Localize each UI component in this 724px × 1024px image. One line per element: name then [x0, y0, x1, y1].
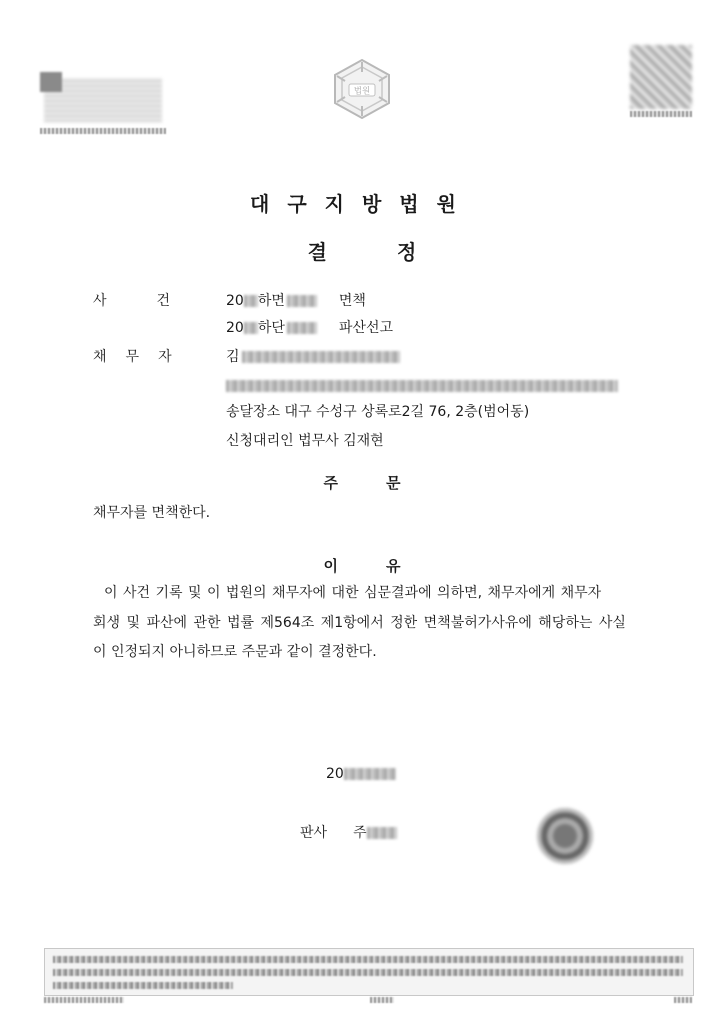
redaction-block: [244, 322, 258, 334]
case-label: 사 건: [93, 293, 171, 309]
debtor-label: 채 무 자: [93, 349, 172, 365]
emblem-text: 법원: [353, 86, 371, 97]
redaction-block: [344, 768, 396, 780]
debtor-address-line: [226, 375, 618, 394]
footer-page-info: [44, 997, 692, 1005]
judge-name-prefix: 주: [353, 825, 367, 841]
applicant-agent: 신청대리인 법무사 김재현: [226, 433, 384, 449]
redaction-block: [242, 351, 400, 363]
case-name: 파산선고: [338, 320, 393, 336]
judge-seal-icon: [537, 808, 593, 864]
court-emblem-icon: [331, 58, 393, 120]
document-type-right: 정: [397, 240, 417, 264]
court-name: 대구지방법원: [250, 192, 474, 216]
order-text: 채무자를 면책한다.: [93, 505, 211, 521]
judge-line: [300, 822, 397, 842]
judge-label: 판사: [300, 825, 328, 841]
case-number-line1: [226, 290, 366, 310]
top-right-stamp: [630, 45, 692, 117]
reason-line-1: 이 사건 기록 및 이 법원의 채무자에 대한 심문결과에 의하면, 채무자에게 채무자: [104, 585, 602, 601]
top-left-stamp: [40, 72, 166, 134]
reason-heading-left: 이: [323, 557, 338, 575]
order-heading-right: 문: [386, 474, 401, 492]
case-name: 면책: [338, 293, 366, 309]
redaction-block: [287, 322, 317, 334]
document-type-left: 결: [307, 240, 327, 264]
redaction-block: [244, 295, 258, 307]
case-type-code: 하단: [257, 320, 285, 336]
reason-heading-right: 유: [386, 557, 401, 575]
document-type: [0, 236, 724, 265]
date-prefix: 20: [326, 766, 344, 782]
footer-notice-box: [44, 948, 694, 996]
case-year-prefix: 20: [226, 293, 244, 309]
decision-date: [326, 766, 396, 782]
case-year-prefix: 20: [226, 320, 244, 336]
redaction-block: [367, 827, 397, 839]
redaction-block: [287, 295, 317, 307]
redaction-block: [226, 380, 618, 392]
debtor-name-prefix: 김: [226, 349, 240, 365]
reason-line-3: 이 인정되지 아니하므로 주문과 같이 결정한다.: [93, 644, 377, 660]
case-type-code: 하면: [257, 293, 285, 309]
order-heading: [0, 472, 724, 493]
debtor-name-line: [226, 346, 400, 366]
service-address: 송달장소 대구 수성구 상록로2길 76, 2층(범어동): [226, 404, 530, 420]
reason-line-2: 회생 및 파산에 관한 법률 제564조 제1항에서 정한 면책불허가사유에 해당하는 사실: [93, 615, 626, 631]
case-number-line2: [226, 317, 393, 337]
order-heading-left: 주: [323, 474, 338, 492]
reason-heading: [0, 555, 724, 576]
